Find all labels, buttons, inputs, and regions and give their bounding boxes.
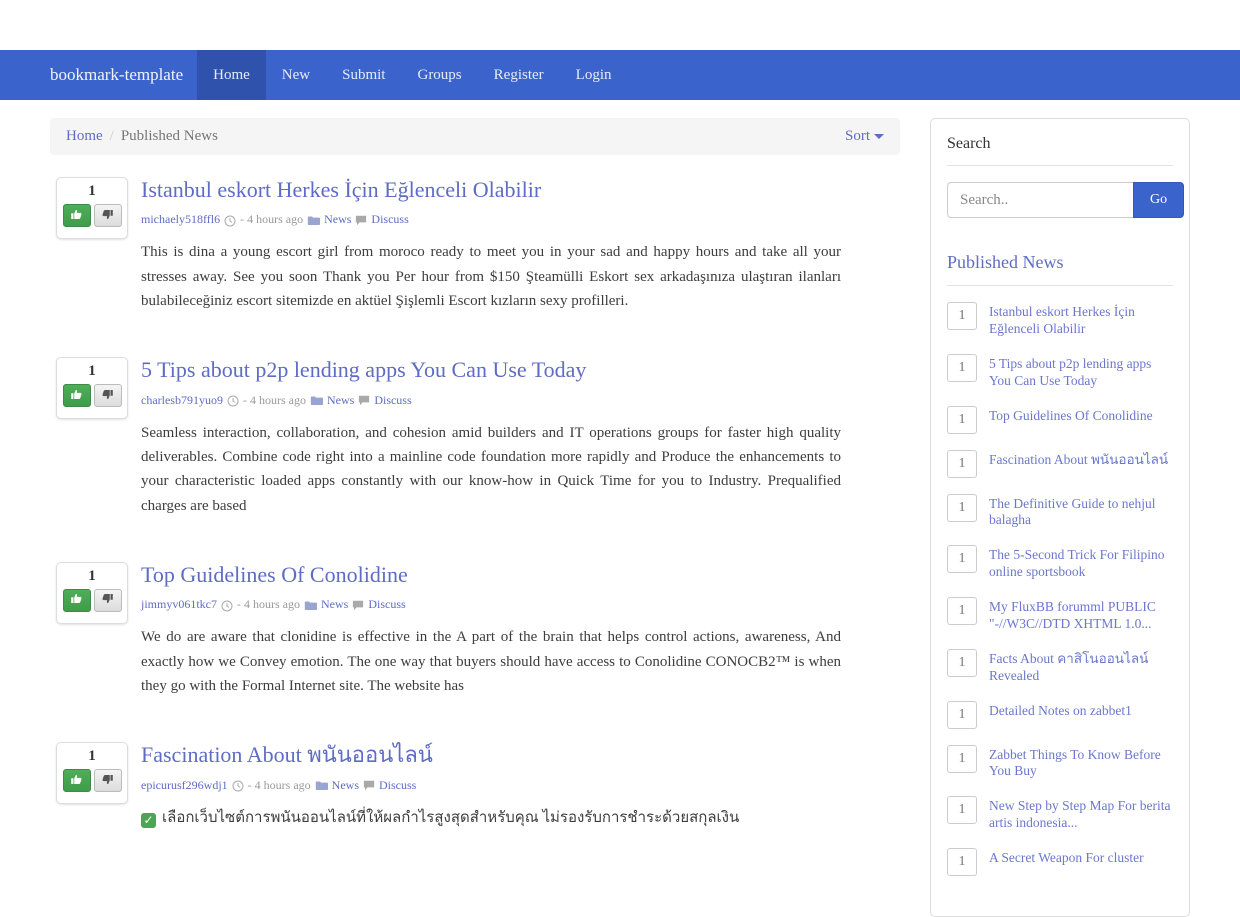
sidebar-news-link[interactable]: Facts About คาสิโนออนไลน์ Revealed: [989, 650, 1149, 683]
nav-item-submit[interactable]: Submit: [342, 66, 386, 83]
vote-badge: 1: [947, 354, 977, 382]
news-title-link[interactable]: Top Guidelines Of Conolidine: [141, 561, 408, 587]
news-description: Seamless interaction, collaboration, and cohesion amid builders and IT operations groups for faster high quality deliverables. Combine code right into a mainline code foundation more rapidly and Produce the enhancements to your characteristic loaded apps constantly with our know-how in Quick Time for you to Industry. Prequalified charges are based: [141, 424, 841, 514]
news-discuss-link[interactable]: Discuss: [374, 392, 412, 407]
upvote-button[interactable]: [63, 384, 91, 407]
vote-count: 1: [88, 183, 96, 199]
sidebar-news-link[interactable]: Istanbul eskort Herkes İçin Eğlenceli Olabilir: [989, 304, 1135, 336]
search-heading: Search: [947, 135, 1173, 166]
list-item: [947, 302, 1173, 338]
list-item: [947, 354, 1173, 390]
vote-card: [56, 177, 128, 239]
upvote-button[interactable]: [63, 204, 91, 227]
vote-badge: 1: [947, 302, 977, 330]
sidebar-news-link[interactable]: New Step by Step Map For berita artis indonesia...: [989, 798, 1171, 831]
news-time: - 4 hours ago: [247, 777, 311, 792]
sidebar-news-link[interactable]: Zabbet Things To Know Before You Buy: [989, 746, 1161, 779]
news-meta: [141, 212, 841, 227]
news-title-link[interactable]: Fascination About พนันออนไลน์: [141, 742, 433, 768]
news-discuss-link[interactable]: Discuss: [368, 597, 406, 612]
nav-item-home[interactable]: Home: [197, 50, 266, 100]
news-user-link[interactable]: epicurusf296wdj1: [141, 777, 228, 792]
nav-menu: [197, 50, 627, 100]
vote-badge: 1: [947, 848, 977, 876]
news-item: [56, 742, 900, 830]
news-user-link[interactable]: charlesb791yuo9: [141, 392, 223, 407]
vote-count: 1: [88, 363, 96, 380]
news-time: - 4 hours ago: [240, 212, 304, 227]
search-go-button[interactable]: Go: [1133, 182, 1184, 218]
sidebar-news-link[interactable]: Top Guidelines Of Conolidine: [989, 407, 1153, 423]
vote-card: [56, 562, 128, 624]
thumbs-up-icon: [70, 208, 83, 224]
sidebar-card: [930, 118, 1190, 917]
news-user-link[interactable]: jimmyv061tkc7: [141, 597, 217, 612]
news-category-link[interactable]: News: [326, 392, 355, 407]
nav-item-login[interactable]: Login: [575, 66, 612, 83]
thumbs-down-icon: [101, 388, 114, 404]
vote-card: [56, 742, 128, 804]
sidebar-news-link[interactable]: The 5-Second Trick For Filipino online sportsbook: [989, 547, 1165, 580]
sidebar-news-link[interactable]: A Secret Weapon For cluster: [989, 850, 1144, 865]
sidebar-news-link[interactable]: My FluxBB forumml PUBLIC "-//W3C//DTD XHTML 1.0...: [989, 599, 1156, 631]
thumbs-up-icon: [70, 388, 83, 404]
news-description: This is dina a young escort girl from moroco ready to meet you in your sad and happy hours and take all your stresses away. See you soon Thank you Per hour from $150 Şteamülli Eskort sex arkadaşınıza ulaştıran ilanları bulabileceğiniz escort sitemizde en aktüel Şişlemli Escort kızların sexy profilleri.: [141, 244, 841, 309]
vote-badge: 1: [947, 649, 977, 677]
vote-badge: 1: [947, 450, 977, 478]
news-category-link[interactable]: News: [331, 777, 359, 792]
upvote-button[interactable]: [63, 769, 91, 792]
sidebar-news-link[interactable]: Fascination About พนันออนไลน์: [989, 451, 1169, 467]
news-item: [56, 177, 900, 313]
news-description: We do are aware that clonidine is effective in the A part of the brain that helps control actions, awareness, And exactly how we Convey emotion. The one way that buyers should have access to Conolidine CONOCB2™ is when they go with the Formal Internet site. The website has: [141, 629, 841, 694]
clock-icon: [232, 778, 244, 793]
vote-card: [56, 357, 128, 419]
published-news-list: [947, 302, 1173, 876]
news-list: [50, 155, 900, 830]
sidebar-news-link[interactable]: 5 Tips about p2p lending apps You Can Use Today: [989, 355, 1152, 388]
list-item: [947, 450, 1173, 478]
clock-icon: [221, 597, 233, 612]
main-content: [50, 118, 900, 917]
list-item: [947, 649, 1173, 685]
news-meta: [141, 778, 841, 793]
news-item: [56, 357, 900, 518]
news-discuss-link[interactable]: Discuss: [371, 212, 409, 227]
news-item: [56, 562, 900, 698]
navbar: [0, 50, 1240, 100]
list-item: [947, 796, 1173, 832]
list-item: [947, 406, 1173, 434]
downvote-button[interactable]: [94, 589, 122, 612]
comment-icon: [352, 597, 364, 612]
vote-count: 1: [88, 567, 96, 584]
search-group: [947, 182, 1173, 218]
clock-icon: [227, 393, 239, 408]
list-item: [947, 701, 1173, 729]
nav-item-groups[interactable]: Groups: [417, 66, 462, 83]
news-discuss-link[interactable]: Discuss: [378, 777, 417, 792]
list-item: [947, 545, 1173, 581]
thumbs-down-icon: [101, 208, 114, 224]
list-item: [947, 494, 1173, 530]
vote-badge: 1: [947, 494, 977, 522]
list-item: [947, 848, 1173, 876]
folder-icon: [304, 597, 317, 612]
check-mark-icon: [141, 813, 156, 828]
vote-badge: 1: [947, 796, 977, 824]
list-item: [947, 597, 1173, 633]
published-news-heading: Published News: [947, 252, 1173, 286]
news-meta: [141, 393, 841, 408]
thumbs-up-icon: [70, 592, 83, 608]
nav-item-register[interactable]: Register: [493, 66, 544, 83]
news-title-link[interactable]: 5 Tips about p2p lending apps You Can Use Today: [141, 357, 587, 383]
vote-badge: 1: [947, 745, 977, 773]
vote-badge: 1: [947, 701, 977, 729]
sidebar-news-link[interactable]: The Definitive Guide to nehjul balagha: [989, 495, 1156, 528]
clock-icon: [224, 212, 236, 227]
brand-link[interactable]: bookmark-template: [50, 65, 184, 84]
sort-dropdown[interactable]: Sort: [845, 128, 884, 145]
breadcrumb: [66, 128, 218, 145]
breadcrumb-home-link[interactable]: Home: [66, 128, 103, 144]
thumbs-up-icon: [70, 773, 83, 789]
news-time: - 4 hours ago: [237, 597, 300, 612]
folder-icon: [310, 393, 323, 408]
top-whitespace: [0, 0, 1240, 50]
breadcrumb-separator: /: [109, 128, 114, 144]
downvote-button[interactable]: [94, 204, 122, 227]
vote-count: 1: [88, 748, 96, 765]
news-time: - 4 hours ago: [242, 392, 306, 407]
breadcrumb-bar: [50, 118, 900, 155]
news-category-link[interactable]: News: [321, 597, 349, 612]
downvote-button[interactable]: [94, 384, 122, 407]
nav-item-new[interactable]: New: [281, 66, 311, 83]
news-category-link[interactable]: News: [324, 212, 352, 227]
comment-icon: [363, 778, 375, 793]
vote-badge: 1: [947, 597, 977, 625]
folder-icon: [307, 212, 320, 227]
vote-badge: 1: [947, 406, 977, 434]
search-input[interactable]: [947, 182, 1133, 218]
sidebar: [930, 118, 1190, 917]
thumbs-down-icon: [101, 592, 114, 608]
thumbs-down-icon: [101, 773, 114, 789]
news-title-link[interactable]: Istanbul eskort Herkes İçin Eğlenceli Olabilir: [141, 177, 542, 202]
caret-down-icon: [874, 134, 884, 139]
comment-icon: [358, 393, 370, 408]
news-user-link[interactable]: michaely518ffl6: [141, 212, 221, 227]
news-description: ✓เลือกเว็บไซต์การพนันออนไลน์ที่ให้ผลกำไรสูงสุดสำหรับคุณ ไม่รองรับการชำระด้วยสกุลเงิน: [141, 806, 841, 830]
downvote-button[interactable]: [94, 769, 122, 792]
list-item: [947, 745, 1173, 781]
breadcrumb-current: Published News: [120, 128, 218, 144]
news-meta: [141, 597, 841, 612]
comment-icon: [355, 212, 367, 227]
sidebar-news-link[interactable]: Detailed Notes on zabbet1: [989, 702, 1132, 718]
folder-icon: [315, 778, 328, 793]
upvote-button[interactable]: [63, 589, 91, 612]
vote-badge: 1: [947, 545, 977, 573]
